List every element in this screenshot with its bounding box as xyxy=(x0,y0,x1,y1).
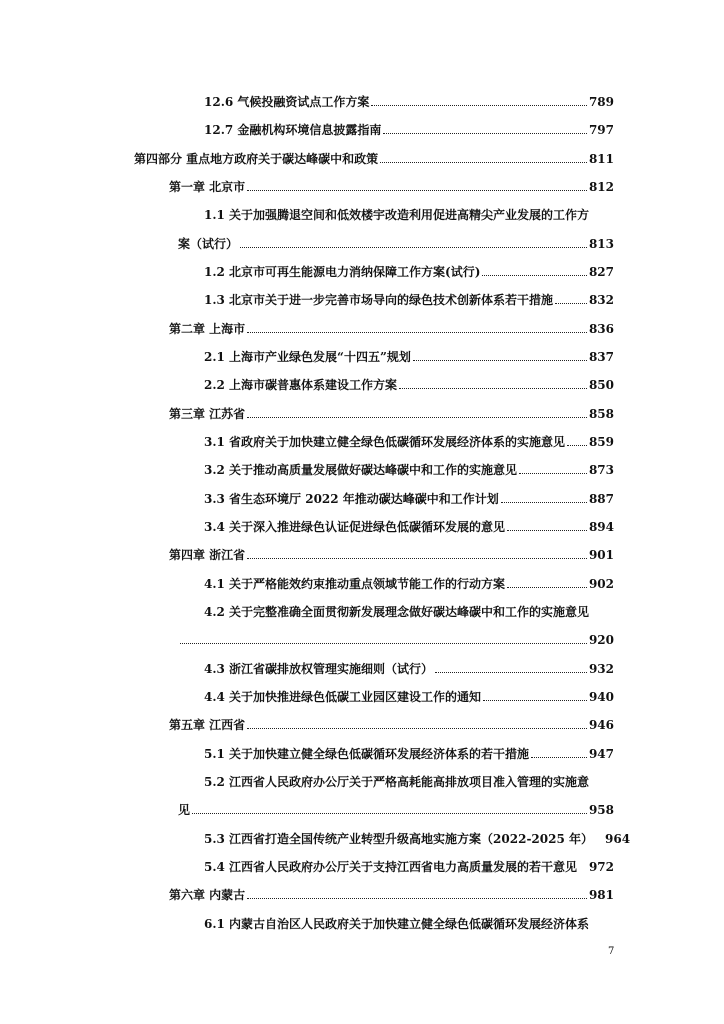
dot-leader xyxy=(247,728,587,729)
toc-entry-page: 873 xyxy=(588,463,614,477)
toc-entry-5-4[interactable] xyxy=(204,859,614,875)
toc-entry-page: 813 xyxy=(588,237,614,251)
toc-entry-title: 第二章 上海市 xyxy=(169,322,246,336)
dot-leader xyxy=(180,643,587,644)
dot-leader xyxy=(507,587,587,588)
toc-entry-1-3[interactable] xyxy=(204,292,614,308)
toc-entry-4-1[interactable] xyxy=(204,576,614,592)
toc-entry-3-4[interactable] xyxy=(204,519,614,535)
dot-leader xyxy=(577,874,589,875)
toc-entry-title: 3.1 省政府关于加快建立健全绿色低碳循环发展经济体系的实施意见 xyxy=(204,435,566,449)
toc-entry-page: 981 xyxy=(588,888,614,902)
dot-leader xyxy=(413,360,587,361)
toc-entry-3-2[interactable] xyxy=(204,462,614,478)
toc-chapter-2[interactable] xyxy=(169,321,614,337)
dot-leader xyxy=(595,842,603,843)
toc-entry-4-3[interactable] xyxy=(204,661,614,677)
toc-entry-page: 932 xyxy=(588,662,614,676)
dot-leader xyxy=(482,275,587,276)
toc-entry-page: 811 xyxy=(588,152,614,166)
toc-entry-5-3[interactable] xyxy=(204,831,631,847)
dot-leader xyxy=(507,530,587,531)
toc-entry-4-4[interactable] xyxy=(204,689,614,705)
toc-entry-3-3[interactable] xyxy=(204,491,614,507)
toc-entry-page: 940 xyxy=(588,690,614,704)
toc-entry-page: 859 xyxy=(588,435,614,449)
toc-entry-5-2-line1[interactable]: 5.2 江西省人民政府办公厅关于严格高耗能高排放项目准入管理的实施意 xyxy=(204,775,590,789)
dot-leader xyxy=(247,417,587,418)
toc-entry-title: 4.1 关于严格能效约束推动重点领域节能工作的行动方案 xyxy=(204,577,506,591)
toc-chapter-5[interactable] xyxy=(169,717,614,733)
toc-entry-page: 789 xyxy=(588,95,614,109)
toc-entry-title: 第五章 江西省 xyxy=(169,718,246,732)
toc-entry-12-7[interactable] xyxy=(204,122,614,138)
dot-leader xyxy=(519,473,587,474)
toc-entry-1-1-line2[interactable] xyxy=(178,236,614,252)
toc-entry-title: 第三章 江苏省 xyxy=(169,407,246,421)
dot-leader xyxy=(483,700,587,701)
toc-entry-title: 2.1 上海市产业绿色发展“十四五”规划 xyxy=(204,350,411,364)
dot-leader xyxy=(247,558,587,559)
toc-entry-page: 832 xyxy=(588,293,614,307)
toc-entry-page: 837 xyxy=(588,350,614,364)
dot-leader xyxy=(383,133,587,134)
page-number: 7 xyxy=(608,946,615,957)
toc-entry-12-6[interactable] xyxy=(204,94,614,110)
toc-entry-1-2[interactable] xyxy=(204,264,614,280)
toc-entry-title: 第一章 北京市 xyxy=(169,180,246,194)
toc-chapter-1[interactable] xyxy=(169,179,614,195)
toc-entry-title: 第四章 浙江省 xyxy=(169,548,246,562)
toc-entry-page: 946 xyxy=(588,718,614,732)
toc-entry-title: 第四部分 重点地方政府关于碳达峰碳中和政策 xyxy=(134,152,379,166)
toc-entry-page: 797 xyxy=(588,123,614,137)
toc-entry-title: 5.1 关于加快建立健全绿色低碳循环发展经济体系的若干措施 xyxy=(204,747,530,761)
toc-entry-page: 858 xyxy=(588,407,614,421)
dot-leader xyxy=(555,303,587,304)
toc-entry-page: 850 xyxy=(588,378,614,392)
toc-entry-page: 947 xyxy=(588,747,614,761)
toc-entry-5-1[interactable] xyxy=(204,746,614,762)
toc-entry-page: 972 xyxy=(588,860,614,874)
toc-entry-title: 3.2 关于推动高质量发展做好碳达峰碳中和工作的实施意见 xyxy=(204,463,518,477)
toc-entry-page: 836 xyxy=(588,322,614,336)
toc-entry-title: 案（试行） xyxy=(178,237,239,251)
toc-entry-page: 901 xyxy=(588,548,614,562)
toc-entry-4-2-line2[interactable] xyxy=(178,632,614,648)
toc-chapter-4[interactable] xyxy=(169,547,614,563)
toc-entry-page: 894 xyxy=(588,520,614,534)
toc-entry-title: 1.3 北京市关于进一步完善市场导向的绿色技术创新体系若干措施 xyxy=(204,293,554,307)
toc-chapter-3[interactable] xyxy=(169,406,614,422)
toc-entry-title: 5.3 江西省打造全国传统产业转型升级高地实施方案（2022-2025 年） xyxy=(204,832,594,846)
toc-part-4[interactable] xyxy=(134,151,614,167)
dot-leader xyxy=(371,105,587,106)
dot-leader xyxy=(247,898,587,899)
dot-leader xyxy=(531,757,587,758)
toc-entry-title: 4.3 浙江省碳排放权管理实施细则（试行） xyxy=(204,662,434,676)
toc-entry-page: 887 xyxy=(588,492,614,506)
toc-entry-page: 958 xyxy=(588,803,614,817)
dot-leader xyxy=(399,388,587,389)
toc-entry-title: 4.4 关于加快推进绿色低碳工业园区建设工作的通知 xyxy=(204,690,482,704)
toc-entry-page: 812 xyxy=(588,180,614,194)
toc-entry-6-1-line1[interactable]: 6.1 内蒙古自治区人民政府关于加快建立健全绿色低碳循环发展经济体系 xyxy=(204,917,590,931)
toc-entry-2-1[interactable] xyxy=(204,349,614,365)
dot-leader xyxy=(192,813,587,814)
dot-leader xyxy=(247,332,587,333)
toc-entry-title: 3.4 关于深入推进绿色认证促进绿色低碳循环发展的意见 xyxy=(204,520,506,534)
toc-entry-title: 见 xyxy=(178,803,191,817)
dot-leader xyxy=(380,162,587,163)
toc-entry-title: 12.6 气候投融资试点工作方案 xyxy=(204,95,370,109)
toc-entry-2-2[interactable] xyxy=(204,377,614,393)
toc-entry-1-1-line1[interactable]: 1.1 关于加强腾退空间和低效楼宇改造利用促进高精尖产业发展的工作方 xyxy=(204,208,590,222)
dot-leader xyxy=(247,190,587,191)
dot-leader xyxy=(501,502,587,503)
toc-entry-5-2-line2[interactable] xyxy=(178,802,614,818)
dot-leader xyxy=(435,672,587,673)
dot-leader xyxy=(567,445,587,446)
toc-entry-page: 827 xyxy=(588,265,614,279)
toc-entry-3-1[interactable] xyxy=(204,434,614,450)
toc-chapter-6[interactable] xyxy=(169,887,614,903)
toc-entry-title: 3.3 省生态环境厅 2022 年推动碳达峰碳中和工作计划 xyxy=(204,492,499,506)
toc-entry-title: 5.4 江西省人民政府办公厅关于支持江西省电力高质量发展的若干意见 xyxy=(204,860,578,874)
toc-entry-title: 2.2 上海市碳普惠体系建设工作方案 xyxy=(204,378,398,392)
dot-leader xyxy=(240,247,587,248)
toc-entry-title: 1.2 北京市可再生能源电力消纳保障工作方案(试行) xyxy=(204,265,481,279)
toc-entry-page: 964 xyxy=(605,832,631,846)
toc-entry-page: 902 xyxy=(588,577,614,591)
toc-entry-title: 第六章 内蒙古 xyxy=(169,888,246,902)
toc-entry-title: 12.7 金融机构环境信息披露指南 xyxy=(204,123,382,137)
toc-entry-page: 920 xyxy=(588,633,614,647)
toc-entry-4-2-line1[interactable]: 4.2 关于完整准确全面贯彻新发展理念做好碳达峰碳中和工作的实施意见 xyxy=(204,605,590,619)
